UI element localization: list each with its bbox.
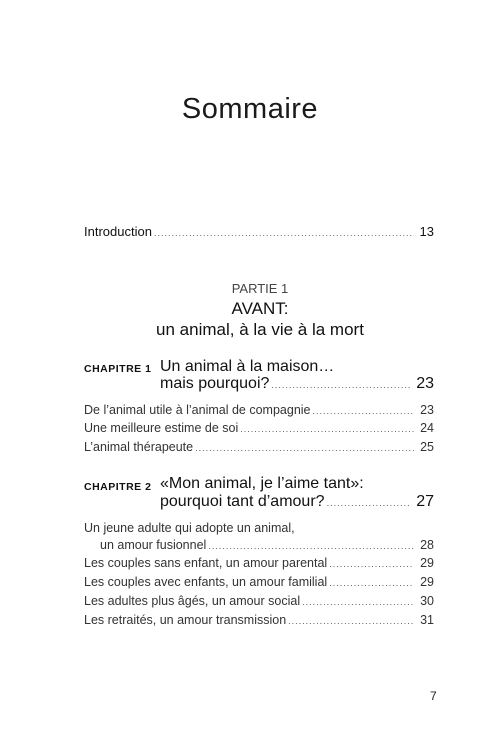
toc-entry[interactable] xyxy=(100,538,434,552)
chapter-1-label: CHAPITRE 1 xyxy=(84,363,152,375)
chapter-2-title-line1[interactable]: «Mon animal, je l’aime tant»: xyxy=(160,475,364,492)
toc-entry-label: Une meilleure estime de soi xyxy=(84,421,239,435)
dot-leader xyxy=(208,541,414,551)
toc-entry-label: L’animal thérapeute xyxy=(84,440,194,454)
part-label: PARTIE 1 xyxy=(231,281,289,296)
toc-entry-page: 25 xyxy=(420,440,434,454)
toc-entry-label: Les couples avec enfants, un amour familial xyxy=(84,575,328,589)
dot-leader xyxy=(154,228,414,238)
chapter-1-title-line2: mais pourquoi? xyxy=(160,375,270,392)
part-title-line1: AVANT: xyxy=(231,299,289,318)
page-title: Sommaire xyxy=(181,93,319,125)
chapter-1-page: 23 xyxy=(416,375,434,392)
toc-entry-page: 24 xyxy=(420,421,434,435)
chapter-2-label: CHAPITRE 2 xyxy=(84,481,152,493)
dot-leader xyxy=(313,406,414,416)
toc-entry-page: 31 xyxy=(420,613,434,627)
toc-entry[interactable] xyxy=(84,421,434,435)
dot-leader xyxy=(329,559,414,569)
toc-entry[interactable] xyxy=(84,403,434,417)
toc-entry-page: 29 xyxy=(420,556,434,570)
toc-entry-label: Introduction xyxy=(84,224,152,239)
toc-entry-label: De l’animal utile à l’animal de compagnie xyxy=(84,403,311,417)
toc-entry-page: 28 xyxy=(420,538,434,552)
dot-leader xyxy=(195,443,414,453)
page-number: 7 xyxy=(430,689,437,703)
chapter-2-title-line2: pourquoi tant d’amour? xyxy=(160,493,325,510)
part-title-line2: un animal, à la vie à la mort xyxy=(156,320,364,339)
part-title xyxy=(0,298,500,340)
toc-entry-label: Les couples sans enfant, un amour parental xyxy=(84,556,328,570)
chapter-2-title-row[interactable] xyxy=(160,493,434,511)
toc-entry-label: un amour fusionnel xyxy=(100,538,207,552)
toc-entry[interactable] xyxy=(84,440,434,454)
toc-entry-page: 13 xyxy=(419,224,434,239)
toc-entry-page: 30 xyxy=(420,594,434,608)
dot-leader xyxy=(329,578,414,588)
toc-entry-introduction[interactable] xyxy=(84,224,434,239)
dot-leader xyxy=(302,597,414,607)
toc-entry-page: 23 xyxy=(420,403,434,417)
toc-entry[interactable] xyxy=(84,575,434,589)
dot-leader xyxy=(240,424,414,434)
dot-leader xyxy=(327,498,411,508)
chapter-2-page: 27 xyxy=(416,493,434,510)
toc-entry-label: Les adultes plus âgés, un amour social xyxy=(84,594,301,608)
dot-leader xyxy=(271,380,410,390)
toc-entry-label: Les retraités, un amour transmission xyxy=(84,613,287,627)
toc-entry[interactable] xyxy=(84,556,434,570)
chapter-1-title-row[interactable] xyxy=(160,375,434,393)
chapter-1-title-line1[interactable]: Un animal à la maison… xyxy=(160,358,335,375)
toc-entry[interactable] xyxy=(84,594,434,608)
dot-leader xyxy=(288,616,414,626)
toc-entry-page: 29 xyxy=(420,575,434,589)
toc-entry-line1: Un jeune adulte qui adopte un animal, xyxy=(84,521,295,535)
toc-entry[interactable] xyxy=(84,613,434,627)
